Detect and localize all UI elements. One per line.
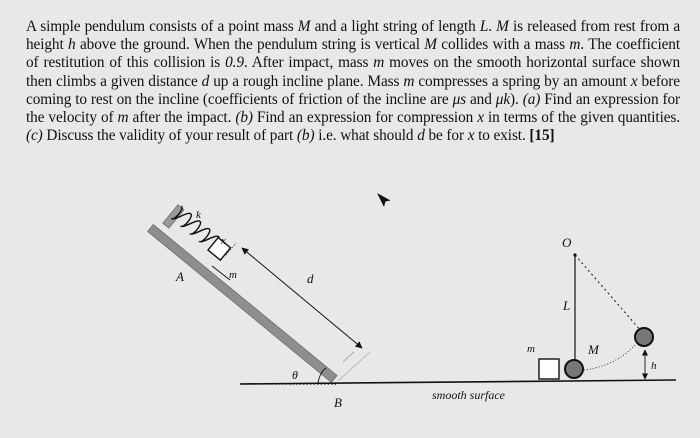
problem-text-segment: 0.9 bbox=[225, 54, 244, 72]
label-h: h bbox=[651, 360, 657, 372]
problem-text-segment: compresses a spring by an amount bbox=[414, 72, 631, 90]
label-m-incline: m bbox=[229, 269, 237, 281]
problem-text-segment: m bbox=[403, 72, 415, 90]
label-surface: smooth surface bbox=[432, 388, 505, 402]
label-k: k bbox=[196, 209, 201, 221]
d-end-tick-2 bbox=[343, 352, 354, 362]
problem-text-segment: ). bbox=[510, 90, 523, 108]
label-M: M bbox=[588, 342, 599, 357]
problem-text-segment: collides with a mass bbox=[436, 36, 570, 54]
problem-text-segment: d bbox=[201, 72, 210, 90]
problem-text-segment: moves on the smooth horizontal surface shown then climbs a given distance bbox=[26, 54, 681, 90]
problem-text-segment: m bbox=[373, 54, 385, 72]
problem-text-segment: is released from rest from a height bbox=[26, 18, 681, 54]
problem-text-segment: h bbox=[68, 36, 76, 54]
label-m: m bbox=[527, 343, 535, 355]
problem-text-segment: be for bbox=[424, 127, 468, 145]
problem-text-segment: x bbox=[467, 127, 475, 145]
pendulum-string-dashed bbox=[575, 255, 642, 332]
problem-text-segment: Find an expression for compression bbox=[252, 109, 478, 127]
problem-text-segment: to exist. bbox=[474, 127, 530, 145]
problem-text-segment: Find an expression for the velocity of bbox=[26, 90, 680, 127]
d-dimension-arrow bbox=[242, 248, 362, 348]
problem-text-segment: A simple pendulum consists of a point mass bbox=[26, 18, 298, 35]
problem-text-segment: x bbox=[477, 109, 484, 127]
cursor-icon bbox=[377, 193, 391, 207]
problem-text-segment: x bbox=[630, 72, 638, 90]
label-d: d bbox=[307, 271, 314, 286]
problem-text-segment: M bbox=[496, 18, 509, 35]
pivot-point bbox=[573, 253, 576, 256]
label-A: A bbox=[176, 269, 184, 284]
problem-text-segment: after the impact. bbox=[128, 109, 236, 127]
problem-text-segment: (a) bbox=[522, 90, 541, 108]
label-O: O bbox=[562, 235, 572, 250]
mass-M-bottom bbox=[565, 360, 583, 378]
problem-text-segment: M bbox=[424, 36, 437, 54]
problem-text-segment: (b) bbox=[235, 109, 253, 127]
problem-text-segment: above the ground. When the pendulum string is vertical bbox=[75, 36, 425, 54]
block-on-incline bbox=[208, 238, 231, 261]
problem-text-segment: M bbox=[297, 18, 311, 35]
problem-text-segment: before coming to rest on the incline (coefficients of friction of the incline are bbox=[26, 72, 680, 108]
label-x: x bbox=[221, 235, 226, 247]
mass-m-block bbox=[539, 359, 559, 379]
problem-text-segment: μk bbox=[495, 90, 511, 108]
problem-text-segment: i.e. what should bbox=[314, 127, 418, 145]
ground-line bbox=[240, 380, 676, 384]
problem-text-segment: (b) bbox=[296, 127, 315, 145]
problem-text-segment: . The coefficient of restitution of this collision is bbox=[26, 36, 680, 72]
problem-text-segment: . After impact, mass bbox=[243, 54, 374, 72]
problem-text-segment: up a rough incline plane. Mass bbox=[209, 72, 404, 90]
label-L: L bbox=[563, 298, 571, 313]
problem-text-segment: d bbox=[417, 127, 425, 145]
problem-text-segment: and a light string of length bbox=[310, 18, 480, 35]
label-theta: θ bbox=[292, 368, 298, 382]
mass-M-released bbox=[635, 328, 653, 346]
problem-text-segment: and bbox=[466, 90, 496, 108]
problem-text-segment: [15] bbox=[529, 127, 555, 145]
problem-text-segment: Discuss the validity of your result of part bbox=[42, 127, 297, 145]
problem-text-segment: μs bbox=[452, 90, 466, 108]
problem-text-segment: m bbox=[117, 109, 129, 127]
problem-text-segment: in terms of the given quantities. bbox=[483, 109, 681, 127]
problem-text-segment: m bbox=[569, 36, 581, 54]
label-B: B bbox=[334, 395, 342, 410]
d-end-tick bbox=[338, 352, 370, 381]
problem-text-segment: . bbox=[488, 18, 497, 35]
problem-text-segment: L bbox=[479, 18, 489, 35]
problem-text-segment: (c) bbox=[26, 127, 43, 145]
